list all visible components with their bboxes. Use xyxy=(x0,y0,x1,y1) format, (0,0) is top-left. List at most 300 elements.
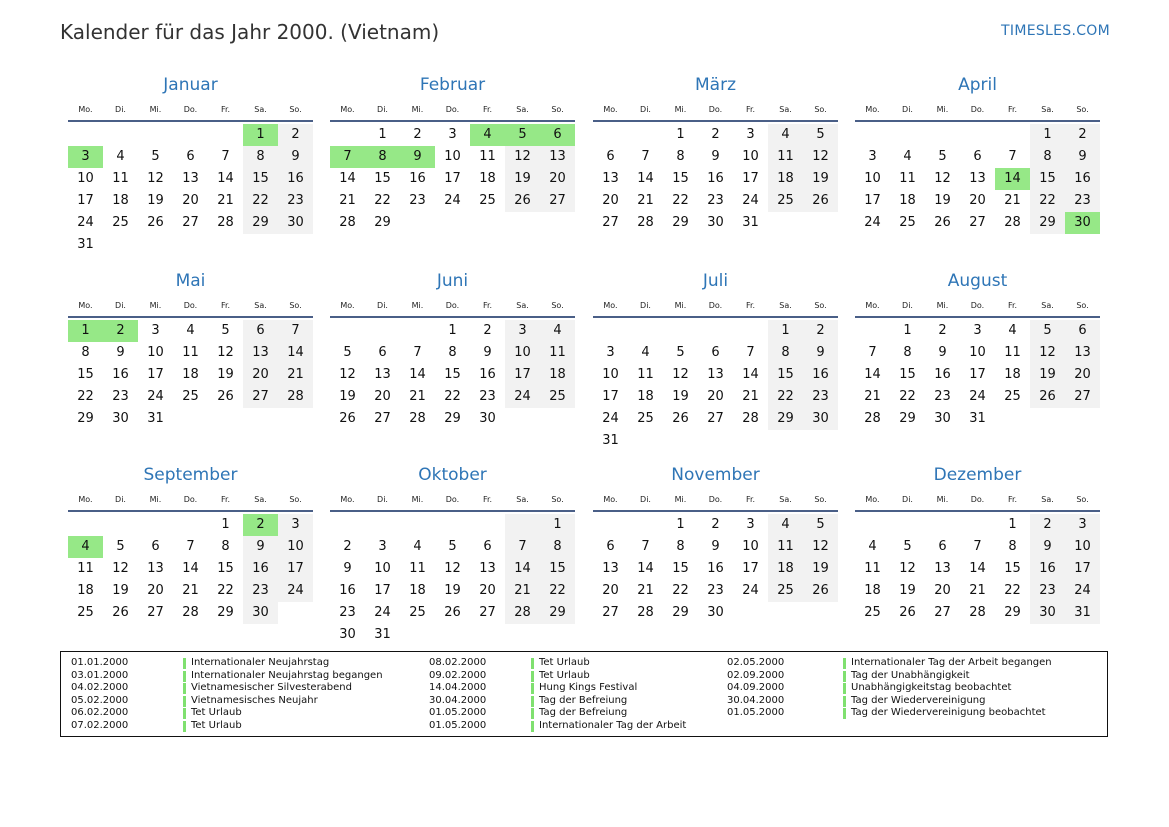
day-cell[interactable]: 18 xyxy=(540,364,575,386)
day-cell[interactable]: 5 xyxy=(448,539,457,554)
day-cell[interactable]: 8 xyxy=(243,146,278,168)
day-cell[interactable]: 9 xyxy=(803,342,838,364)
day-cell[interactable]: 18 xyxy=(637,389,654,404)
day-cell[interactable]: 22 xyxy=(1004,583,1021,598)
day-cell[interactable]: 4 xyxy=(768,124,803,146)
holiday-day-cell[interactable]: 7 xyxy=(330,146,365,168)
day-cell[interactable]: 10 xyxy=(969,345,986,360)
day-cell[interactable]: 9 xyxy=(1065,146,1100,168)
day-cell[interactable]: 31 xyxy=(147,411,164,426)
day-cell[interactable]: 17 xyxy=(1065,558,1100,580)
day-cell[interactable]: 6 xyxy=(938,539,947,554)
day-cell[interactable]: 29 xyxy=(243,212,278,234)
day-cell[interactable]: 10 xyxy=(1065,536,1100,558)
day-cell[interactable]: 11 xyxy=(540,342,575,364)
day-cell[interactable]: 24 xyxy=(374,605,391,620)
day-cell[interactable]: 12 xyxy=(803,536,838,558)
holiday-day-cell[interactable]: 5 xyxy=(505,124,540,146)
day-cell[interactable]: 23 xyxy=(1030,580,1065,602)
day-cell[interactable]: 15 xyxy=(1030,168,1065,190)
day-cell[interactable]: 26 xyxy=(217,389,234,404)
day-cell[interactable]: 2 xyxy=(1065,124,1100,146)
day-cell[interactable]: 10 xyxy=(742,149,759,164)
day-cell[interactable]: 14 xyxy=(742,367,759,382)
day-cell[interactable]: 31 xyxy=(969,411,986,426)
day-cell[interactable]: 20 xyxy=(969,193,986,208)
day-cell[interactable]: 11 xyxy=(768,146,803,168)
day-cell[interactable]: 25 xyxy=(768,190,803,212)
day-cell[interactable]: 20 xyxy=(707,389,724,404)
day-cell[interactable]: 21 xyxy=(409,389,426,404)
day-cell[interactable]: 18 xyxy=(112,193,129,208)
day-cell[interactable]: 27 xyxy=(602,605,619,620)
day-cell[interactable]: 15 xyxy=(217,561,234,576)
day-cell[interactable]: 16 xyxy=(1065,168,1100,190)
day-cell[interactable]: 26 xyxy=(1030,386,1065,408)
day-cell[interactable]: 26 xyxy=(899,605,916,620)
day-cell[interactable]: 11 xyxy=(479,149,496,164)
day-cell[interactable]: 11 xyxy=(637,367,654,382)
day-cell[interactable]: 27 xyxy=(147,605,164,620)
day-cell[interactable]: 12 xyxy=(339,367,356,382)
day-cell[interactable]: 7 xyxy=(641,539,650,554)
day-cell[interactable]: 19 xyxy=(934,193,951,208)
day-cell[interactable]: 27 xyxy=(540,190,575,212)
day-cell[interactable]: 7 xyxy=(186,539,195,554)
day-cell[interactable]: 22 xyxy=(1030,190,1065,212)
holiday-day-cell[interactable]: 6 xyxy=(540,124,575,146)
day-cell[interactable]: 13 xyxy=(602,561,619,576)
day-cell[interactable]: 16 xyxy=(707,171,724,186)
day-cell[interactable]: 30 xyxy=(339,627,356,642)
day-cell[interactable]: 20 xyxy=(182,193,199,208)
day-cell[interactable]: 16 xyxy=(479,367,496,382)
day-cell[interactable]: 8 xyxy=(1008,539,1017,554)
day-cell[interactable]: 9 xyxy=(116,345,125,360)
day-cell[interactable]: 17 xyxy=(969,367,986,382)
day-cell[interactable]: 14 xyxy=(278,342,313,364)
holiday-day-cell[interactable]: 2 xyxy=(103,320,138,342)
day-cell[interactable]: 25 xyxy=(112,215,129,230)
day-cell[interactable]: 4 xyxy=(186,323,195,338)
day-cell[interactable]: 24 xyxy=(969,389,986,404)
day-cell[interactable]: 19 xyxy=(339,389,356,404)
day-cell[interactable]: 14 xyxy=(217,171,234,186)
day-cell[interactable]: 18 xyxy=(77,583,94,598)
day-cell[interactable]: 8 xyxy=(903,345,912,360)
day-cell[interactable]: 3 xyxy=(746,127,755,142)
day-cell[interactable]: 1 xyxy=(903,323,912,338)
day-cell[interactable]: 8 xyxy=(768,342,803,364)
holiday-day-cell[interactable]: 1 xyxy=(68,320,103,342)
day-cell[interactable]: 17 xyxy=(602,389,619,404)
day-cell[interactable]: 26 xyxy=(505,190,540,212)
day-cell[interactable]: 4 xyxy=(903,149,912,164)
day-cell[interactable]: 7 xyxy=(1008,149,1017,164)
day-cell[interactable]: 9 xyxy=(711,149,720,164)
day-cell[interactable]: 21 xyxy=(637,193,654,208)
day-cell[interactable]: 19 xyxy=(112,583,129,598)
day-cell[interactable]: 11 xyxy=(1004,345,1021,360)
day-cell[interactable]: 23 xyxy=(934,389,951,404)
day-cell[interactable]: 27 xyxy=(182,215,199,230)
day-cell[interactable]: 15 xyxy=(243,168,278,190)
day-cell[interactable]: 24 xyxy=(147,389,164,404)
day-cell[interactable]: 6 xyxy=(483,539,492,554)
day-cell[interactable]: 3 xyxy=(606,345,615,360)
day-cell[interactable]: 18 xyxy=(1004,367,1021,382)
day-cell[interactable]: 16 xyxy=(278,168,313,190)
day-cell[interactable]: 25 xyxy=(479,193,496,208)
day-cell[interactable]: 17 xyxy=(742,171,759,186)
day-cell[interactable]: 12 xyxy=(672,367,689,382)
day-cell[interactable]: 19 xyxy=(505,168,540,190)
day-cell[interactable]: 4 xyxy=(868,539,877,554)
day-cell[interactable]: 19 xyxy=(1030,364,1065,386)
day-cell[interactable]: 22 xyxy=(672,193,689,208)
day-cell[interactable]: 9 xyxy=(483,345,492,360)
day-cell[interactable]: 31 xyxy=(374,627,391,642)
holiday-day-cell[interactable]: 4 xyxy=(68,536,103,558)
day-cell[interactable]: 18 xyxy=(479,171,496,186)
day-cell[interactable]: 23 xyxy=(112,389,129,404)
day-cell[interactable]: 8 xyxy=(221,539,230,554)
day-cell[interactable]: 6 xyxy=(151,539,160,554)
day-cell[interactable]: 25 xyxy=(77,605,94,620)
day-cell[interactable]: 24 xyxy=(602,411,619,426)
day-cell[interactable]: 11 xyxy=(77,561,94,576)
day-cell[interactable]: 11 xyxy=(409,561,426,576)
day-cell[interactable]: 12 xyxy=(1030,342,1065,364)
day-cell[interactable]: 5 xyxy=(116,539,125,554)
day-cell[interactable]: 13 xyxy=(243,342,278,364)
day-cell[interactable]: 2 xyxy=(711,127,720,142)
day-cell[interactable]: 15 xyxy=(672,171,689,186)
day-cell[interactable]: 10 xyxy=(77,171,94,186)
day-cell[interactable]: 28 xyxy=(409,411,426,426)
day-cell[interactable]: 23 xyxy=(803,386,838,408)
day-cell[interactable]: 5 xyxy=(1030,320,1065,342)
day-cell[interactable]: 20 xyxy=(1065,364,1100,386)
day-cell[interactable]: 26 xyxy=(339,411,356,426)
day-cell[interactable]: 16 xyxy=(934,367,951,382)
day-cell[interactable]: 3 xyxy=(1065,514,1100,536)
day-cell[interactable]: 21 xyxy=(217,193,234,208)
holiday-day-cell[interactable]: 14 xyxy=(995,168,1030,190)
day-cell[interactable]: 4 xyxy=(540,320,575,342)
day-cell[interactable]: 11 xyxy=(899,171,916,186)
day-cell[interactable]: 9 xyxy=(343,561,352,576)
day-cell[interactable]: 27 xyxy=(934,605,951,620)
day-cell[interactable]: 6 xyxy=(606,149,615,164)
holiday-day-cell[interactable]: 8 xyxy=(365,146,400,168)
day-cell[interactable]: 22 xyxy=(217,583,234,598)
day-cell[interactable]: 25 xyxy=(540,386,575,408)
holiday-day-cell[interactable]: 1 xyxy=(243,124,278,146)
day-cell[interactable]: 4 xyxy=(116,149,125,164)
day-cell[interactable]: 13 xyxy=(969,171,986,186)
day-cell[interactable]: 19 xyxy=(899,583,916,598)
day-cell[interactable]: 15 xyxy=(444,367,461,382)
day-cell[interactable]: 8 xyxy=(81,345,90,360)
day-cell[interactable]: 27 xyxy=(1065,386,1100,408)
day-cell[interactable]: 3 xyxy=(278,514,313,536)
day-cell[interactable]: 28 xyxy=(864,411,881,426)
day-cell[interactable]: 4 xyxy=(641,345,650,360)
day-cell[interactable]: 7 xyxy=(413,345,422,360)
day-cell[interactable]: 22 xyxy=(899,389,916,404)
day-cell[interactable]: 30 xyxy=(278,212,313,234)
day-cell[interactable]: 15 xyxy=(899,367,916,382)
day-cell[interactable]: 23 xyxy=(707,193,724,208)
day-cell[interactable]: 17 xyxy=(505,364,540,386)
day-cell[interactable]: 8 xyxy=(448,345,457,360)
day-cell[interactable]: 12 xyxy=(934,171,951,186)
day-cell[interactable]: 23 xyxy=(339,605,356,620)
day-cell[interactable]: 23 xyxy=(1065,190,1100,212)
holiday-day-cell[interactable]: 9 xyxy=(400,146,435,168)
day-cell[interactable]: 13 xyxy=(602,171,619,186)
day-cell[interactable]: 24 xyxy=(444,193,461,208)
day-cell[interactable]: 2 xyxy=(803,320,838,342)
day-cell[interactable]: 5 xyxy=(938,149,947,164)
day-cell[interactable]: 1 xyxy=(1008,517,1017,532)
day-cell[interactable]: 13 xyxy=(182,171,199,186)
day-cell[interactable]: 7 xyxy=(505,536,540,558)
day-cell[interactable]: 7 xyxy=(973,539,982,554)
day-cell[interactable]: 13 xyxy=(479,561,496,576)
day-cell[interactable]: 13 xyxy=(707,367,724,382)
day-cell[interactable]: 3 xyxy=(973,323,982,338)
day-cell[interactable]: 10 xyxy=(742,539,759,554)
day-cell[interactable]: 1 xyxy=(448,323,457,338)
day-cell[interactable]: 2 xyxy=(1030,514,1065,536)
day-cell[interactable]: 19 xyxy=(803,168,838,190)
day-cell[interactable]: 1 xyxy=(540,514,575,536)
day-cell[interactable]: 24 xyxy=(77,215,94,230)
day-cell[interactable]: 8 xyxy=(540,536,575,558)
day-cell[interactable]: 2 xyxy=(278,124,313,146)
day-cell[interactable]: 28 xyxy=(182,605,199,620)
day-cell[interactable]: 10 xyxy=(374,561,391,576)
day-cell[interactable]: 10 xyxy=(147,345,164,360)
day-cell[interactable]: 30 xyxy=(243,602,278,624)
day-cell[interactable]: 14 xyxy=(409,367,426,382)
day-cell[interactable]: 10 xyxy=(602,367,619,382)
day-cell[interactable]: 24 xyxy=(505,386,540,408)
day-cell[interactable]: 22 xyxy=(540,580,575,602)
day-cell[interactable]: 7 xyxy=(641,149,650,164)
day-cell[interactable]: 20 xyxy=(540,168,575,190)
day-cell[interactable]: 29 xyxy=(899,411,916,426)
day-cell[interactable]: 6 xyxy=(711,345,720,360)
day-cell[interactable]: 28 xyxy=(637,215,654,230)
day-cell[interactable]: 3 xyxy=(868,149,877,164)
day-cell[interactable]: 28 xyxy=(505,602,540,624)
day-cell[interactable]: 29 xyxy=(672,215,689,230)
day-cell[interactable]: 18 xyxy=(182,367,199,382)
day-cell[interactable]: 3 xyxy=(151,323,160,338)
day-cell[interactable]: 3 xyxy=(505,320,540,342)
day-cell[interactable]: 11 xyxy=(182,345,199,360)
day-cell[interactable]: 22 xyxy=(77,389,94,404)
day-cell[interactable]: 13 xyxy=(1065,342,1100,364)
day-cell[interactable]: 5 xyxy=(903,539,912,554)
day-cell[interactable]: 26 xyxy=(672,411,689,426)
day-cell[interactable]: 14 xyxy=(505,558,540,580)
day-cell[interactable]: 20 xyxy=(934,583,951,598)
day-cell[interactable]: 17 xyxy=(864,193,881,208)
day-cell[interactable]: 25 xyxy=(1004,389,1021,404)
day-cell[interactable]: 27 xyxy=(243,386,278,408)
day-cell[interactable]: 5 xyxy=(803,124,838,146)
day-cell[interactable]: 28 xyxy=(742,411,759,426)
day-cell[interactable]: 16 xyxy=(409,171,426,186)
day-cell[interactable]: 27 xyxy=(374,411,391,426)
day-cell[interactable]: 14 xyxy=(864,367,881,382)
day-cell[interactable]: 9 xyxy=(243,536,278,558)
day-cell[interactable]: 29 xyxy=(217,605,234,620)
day-cell[interactable]: 12 xyxy=(147,171,164,186)
day-cell[interactable]: 13 xyxy=(540,146,575,168)
day-cell[interactable]: 4 xyxy=(768,514,803,536)
day-cell[interactable]: 9 xyxy=(278,146,313,168)
day-cell[interactable]: 15 xyxy=(1004,561,1021,576)
day-cell[interactable]: 13 xyxy=(374,367,391,382)
day-cell[interactable]: 7 xyxy=(868,345,877,360)
day-cell[interactable]: 8 xyxy=(676,149,685,164)
day-cell[interactable]: 28 xyxy=(217,215,234,230)
day-cell[interactable]: 23 xyxy=(278,190,313,212)
day-cell[interactable]: 26 xyxy=(147,215,164,230)
day-cell[interactable]: 2 xyxy=(711,517,720,532)
holiday-day-cell[interactable]: 3 xyxy=(68,146,103,168)
day-cell[interactable]: 21 xyxy=(278,364,313,386)
day-cell[interactable]: 20 xyxy=(602,583,619,598)
day-cell[interactable]: 28 xyxy=(339,215,356,230)
day-cell[interactable]: 16 xyxy=(1030,558,1065,580)
day-cell[interactable]: 6 xyxy=(243,320,278,342)
day-cell[interactable]: 28 xyxy=(1004,215,1021,230)
day-cell[interactable]: 4 xyxy=(1008,323,1017,338)
day-cell[interactable]: 11 xyxy=(864,561,881,576)
day-cell[interactable]: 6 xyxy=(1065,320,1100,342)
day-cell[interactable]: 15 xyxy=(374,171,391,186)
day-cell[interactable]: 26 xyxy=(803,580,838,602)
day-cell[interactable]: 6 xyxy=(973,149,982,164)
day-cell[interactable]: 21 xyxy=(505,580,540,602)
day-cell[interactable]: 30 xyxy=(112,411,129,426)
day-cell[interactable]: 25 xyxy=(899,215,916,230)
day-cell[interactable]: 19 xyxy=(444,583,461,598)
day-cell[interactable]: 5 xyxy=(343,345,352,360)
holiday-day-cell[interactable]: 2 xyxy=(243,514,278,536)
day-cell[interactable]: 1 xyxy=(676,517,685,532)
day-cell[interactable]: 17 xyxy=(77,193,94,208)
day-cell[interactable]: 9 xyxy=(1030,536,1065,558)
day-cell[interactable]: 25 xyxy=(864,605,881,620)
day-cell[interactable]: 30 xyxy=(934,411,951,426)
day-cell[interactable]: 16 xyxy=(339,583,356,598)
day-cell[interactable]: 14 xyxy=(182,561,199,576)
day-cell[interactable]: 29 xyxy=(1030,212,1065,234)
day-cell[interactable]: 18 xyxy=(409,583,426,598)
day-cell[interactable]: 10 xyxy=(505,342,540,364)
day-cell[interactable]: 16 xyxy=(112,367,129,382)
day-cell[interactable]: 24 xyxy=(278,580,313,602)
day-cell[interactable]: 18 xyxy=(864,583,881,598)
day-cell[interactable]: 7 xyxy=(746,345,755,360)
day-cell[interactable]: 29 xyxy=(444,411,461,426)
day-cell[interactable]: 17 xyxy=(374,583,391,598)
day-cell[interactable]: 9 xyxy=(711,539,720,554)
day-cell[interactable]: 14 xyxy=(339,171,356,186)
day-cell[interactable]: 15 xyxy=(77,367,94,382)
day-cell[interactable]: 13 xyxy=(934,561,951,576)
day-cell[interactable]: 26 xyxy=(444,605,461,620)
day-cell[interactable]: 23 xyxy=(707,583,724,598)
day-cell[interactable]: 27 xyxy=(969,215,986,230)
day-cell[interactable]: 1 xyxy=(1030,124,1065,146)
day-cell[interactable]: 1 xyxy=(378,127,387,142)
day-cell[interactable]: 2 xyxy=(483,323,492,338)
day-cell[interactable]: 5 xyxy=(151,149,160,164)
day-cell[interactable]: 24 xyxy=(742,583,759,598)
holiday-day-cell[interactable]: 4 xyxy=(470,124,505,146)
day-cell[interactable]: 25 xyxy=(409,605,426,620)
day-cell[interactable]: 21 xyxy=(339,193,356,208)
day-cell[interactable]: 19 xyxy=(803,558,838,580)
day-cell[interactable]: 27 xyxy=(602,215,619,230)
day-cell[interactable]: 18 xyxy=(768,168,803,190)
day-cell[interactable]: 10 xyxy=(444,149,461,164)
day-cell[interactable]: 21 xyxy=(1004,193,1021,208)
day-cell[interactable]: 12 xyxy=(505,146,540,168)
day-cell[interactable]: 21 xyxy=(864,389,881,404)
day-cell[interactable]: 3 xyxy=(746,517,755,532)
day-cell[interactable]: 20 xyxy=(479,583,496,598)
day-cell[interactable]: 30 xyxy=(803,408,838,430)
day-cell[interactable]: 10 xyxy=(864,171,881,186)
day-cell[interactable]: 17 xyxy=(444,171,461,186)
day-cell[interactable]: 28 xyxy=(278,386,313,408)
day-cell[interactable]: 1 xyxy=(221,517,230,532)
day-cell[interactable]: 26 xyxy=(803,190,838,212)
day-cell[interactable]: 29 xyxy=(672,605,689,620)
day-cell[interactable]: 14 xyxy=(969,561,986,576)
day-cell[interactable]: 28 xyxy=(637,605,654,620)
day-cell[interactable]: 30 xyxy=(1030,602,1065,624)
day-cell[interactable]: 29 xyxy=(768,408,803,430)
day-cell[interactable]: 24 xyxy=(1065,580,1100,602)
day-cell[interactable]: 31 xyxy=(742,215,759,230)
day-cell[interactable]: 8 xyxy=(676,539,685,554)
day-cell[interactable]: 21 xyxy=(742,389,759,404)
day-cell[interactable]: 10 xyxy=(278,536,313,558)
day-cell[interactable]: 15 xyxy=(672,561,689,576)
day-cell[interactable]: 13 xyxy=(147,561,164,576)
day-cell[interactable]: 6 xyxy=(378,345,387,360)
day-cell[interactable]: 5 xyxy=(803,514,838,536)
day-cell[interactable]: 9 xyxy=(938,345,947,360)
day-cell[interactable]: 25 xyxy=(637,411,654,426)
day-cell[interactable]: 2 xyxy=(413,127,422,142)
day-cell[interactable]: 7 xyxy=(278,320,313,342)
day-cell[interactable]: 18 xyxy=(768,558,803,580)
day-cell[interactable]: 3 xyxy=(378,539,387,554)
day-cell[interactable]: 11 xyxy=(112,171,129,186)
day-cell[interactable]: 5 xyxy=(676,345,685,360)
